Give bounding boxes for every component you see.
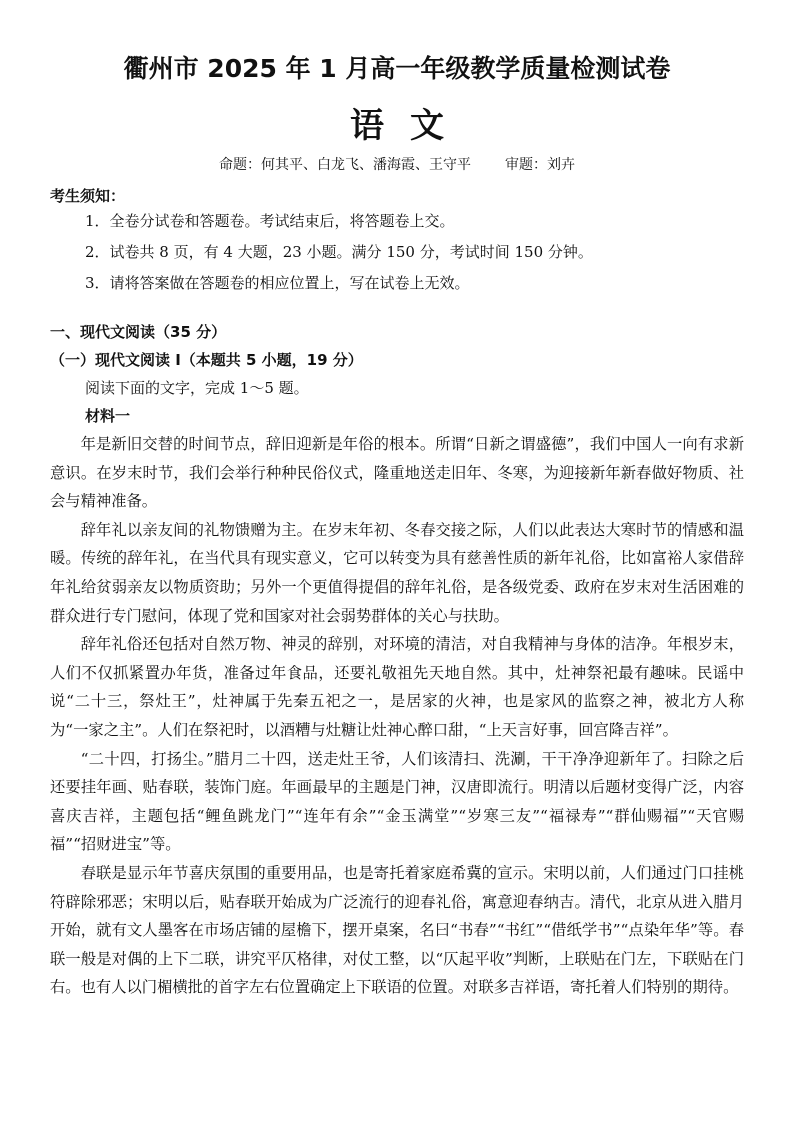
notice-item: 2．试卷共 8 页，有 4 大题，23 小题。满分 150 分，考试时间 150 分钟。 — [85, 243, 593, 261]
authors-line — [0, 154, 794, 176]
exam-title: 衢州市 2025 年 1 月高一年级教学质量检测试卷 — [123, 54, 671, 83]
passage-paragraph: 春联是显示年节喜庆氛围的重要用品，也是寄托着家庭希冀的宣示。宋明以前，人们通过门口挂桃符辟除邪恶；宋明以后，贴春联开始成为广泛流行的迎春礼俗，寓意迎春纳吉。清代，北京从进入腊月开始，就有文人墨客在市场店铺的屋檐下，摆开桌案，名曰“书春”“书红”“借纸学书”“点染年华”等。春联一般是对偶的上下二联，讲究平仄格律，对仗工整，以“仄起平收”判断，上联贴在门左，下联贴在门右。也有人以门楣横批的首字左右位置确定上下联语的位置。对联多吉祥语，寄托着人们特别的期待。 — [50, 863, 744, 997]
notice-item: 1．全卷分试卷和答题卷。考试结束后，将答题卷上交。 — [85, 212, 455, 230]
passage-paragraph: 辞年礼俗还包括对自然万物、神灵的辞别，对环境的清洁，对自我精神与身体的洁净。年根岁末，人们不仅抓紧置办年货，准备过年食品，还要礼敬祖先天地自然。其中，灶神祭祀最有趣味。民谣中说“二十三，祭灶王”，灶神属于先秦五祀之一，是居家的火神，也是家风的监察之神，被北方人称为“一家之主”。人们在祭祀时，以酒糟与灶糖让灶神心醉口甜，“上天言好事，回宫降吉祥”。 — [50, 635, 744, 739]
passage-body — [50, 430, 744, 1002]
authors-text: 命题：何其平、白龙飞、潘海霞、王守平 — [219, 157, 471, 173]
material-title: 材料一 — [85, 407, 131, 425]
subject-title: 语文 — [350, 106, 470, 146]
reviewer-text: 审题：刘卉 — [505, 157, 575, 173]
notice-list — [85, 206, 593, 299]
passage-paragraph: 辞年礼以亲友间的礼物馈赠为主。在岁末年初、冬春交接之际，人们以此表达大寒时节的情感和温暖。传统的辞年礼，在当代具有现实意义，它可以转变为具有慈善性质的新年礼俗，比如富裕人家借辞年礼给贫弱亲友以物质资助；另外一个更值得提倡的辞年礼俗，是各级党委、政府在岁末对生活困难的群众进行专门慰问，体现了党和国家对社会弱势群体的关心与扶助。 — [50, 520, 744, 625]
subsection-heading: （一）现代文阅读 I（本题共 5 小题，19 分） — [50, 351, 363, 369]
section-heading: 一、现代文阅读（35 分） — [50, 323, 227, 341]
passage-paragraph: “二十四，打扬尘。”腊月二十四，送走灶王爷，人们该清扫、洗涮，干干净净迎新年了。扫除之后还要挂年画、贴春联，装饰门庭。年画最早的主题是门神，汉唐即流行。明清以后题材变得广泛，内容喜庆吉祥，主题包括“鲤鱼跳龙门”“连年有余”“金玉满堂”“岁寒三友”“福禄寿”“群仙赐福”“天官赐福”“招财进宝”等。 — [50, 749, 744, 854]
notice-item: 3．请将答案做在答题卷的相应位置上，写在试卷上无效。 — [85, 274, 470, 292]
passage-paragraph: 年是新旧交替的时间节点，辞旧迎新是年俗的根本。所谓“日新之谓盛德”，我们中国人一向有求新意识。在岁末时节，我们会举行种种民俗仪式，隆重地送走旧年、冬寒，为迎接新年新春做好物质、社会与精神准备。 — [50, 435, 744, 511]
notice-heading: 考生须知： — [50, 187, 126, 205]
reading-instruction: 阅读下面的文字，完成 1～5 题。 — [85, 379, 309, 397]
